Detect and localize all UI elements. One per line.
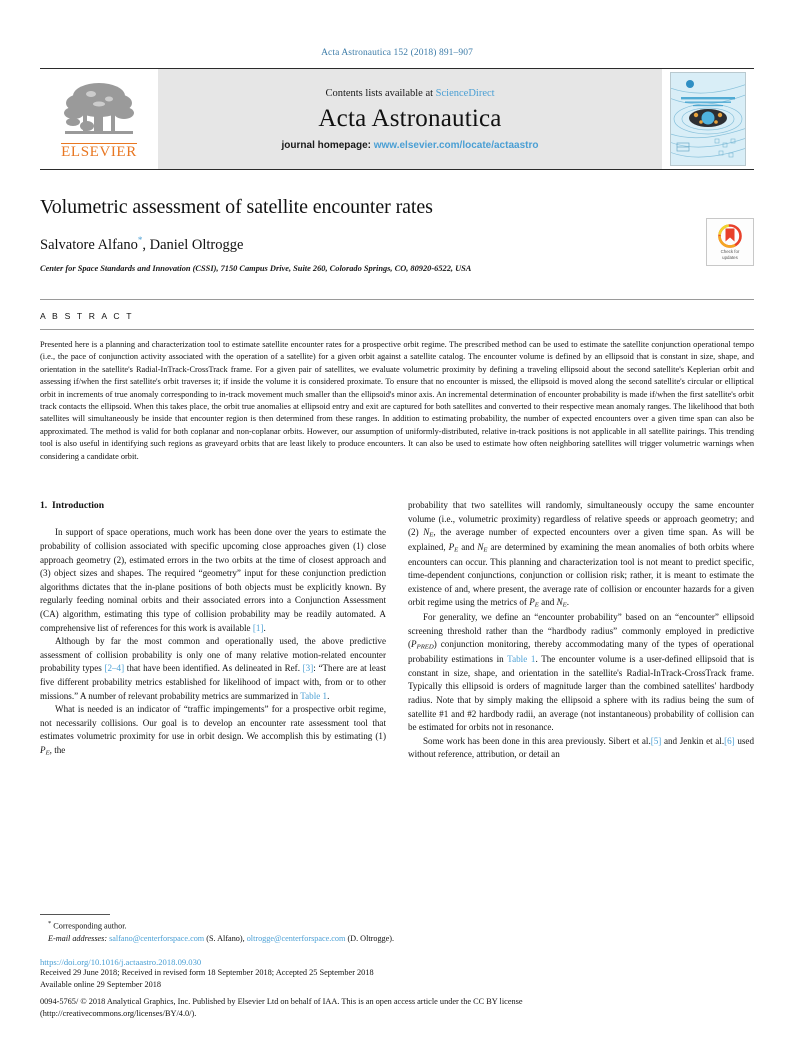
paragraph-text: . The encounter volume is a user-defined ellipsoid that is constant in size, shape, and orientation in the satellite's Radial-InTrack-CrossTrack frame. Typically this ellipsoid is orders of magnitude larger than the combined satellites' hardbody radius. Note that by simply making the ellipsoid a sphere with its radius being the sum of satellite #1 and #2 hardbody radii, an average (not instantaneous) probability of collision can be estimated for orbits not in resonance. — [408, 654, 754, 733]
paragraph-text: that have been identified. As delineated in Ref. — [124, 663, 303, 674]
copyright-text: 0094-5765/ © 2018 Analytical Graphics, Inc. Published by Elsevier Ltd on behalf of IAA. This is an open access article under the CC BY license — [40, 997, 523, 1007]
paragraph-text: and Jenkin et al. — [661, 735, 725, 746]
paragraph-text: Although by far the most common and operationally used, the above predictive assessment of collision probability is only one of many relative motion-related encounter probability types — [40, 636, 386, 674]
paragraph-text: In support of space operations, much work has been done over the years to estimate the probability of collision associated with specific upcoming close approaches given (1) close approach geometry (2), estimated errors in the two orbits at the time of closest approach and (3) object sizes and shapes. The required “geometry” input for these conjunction prediction algorithms dictates that the in-plane positions of both objects must be explicitly known. By regularly feeding nominal orbits and their associated errors into a Conjunction Assessment (CA) algorithm, estimating this type of collision probability may be readily automated. A comprehensive list of references for this work is available — [40, 527, 386, 633]
right-column — [408, 499, 754, 847]
paragraph-text: . — [263, 622, 266, 633]
body-columns — [40, 499, 754, 847]
paragraph-text: , the average number of expected encounters over a given time span. As will be explained, — [408, 527, 754, 552]
author-list — [40, 235, 754, 254]
paragraph-text: : “There are at least five different probability metrics established for likelihood of impact with, from or to other missions.” A number of relevant probability metrics are summarized in — [40, 663, 387, 701]
homepage-prefix: journal homepage: — [281, 139, 374, 151]
page-footer — [40, 914, 754, 1020]
abstract-heading: A B S T R A C T — [40, 310, 134, 321]
symbol-pe: $P_E$ — [40, 744, 50, 757]
email-link-alfano[interactable]: salfano@centerforspace.com — [109, 933, 205, 943]
crossmark-check-for-updates-badge[interactable] — [706, 218, 754, 266]
corresponding-author-marker[interactable]: * — [137, 235, 143, 245]
masthead-center — [158, 69, 662, 169]
table-ref[interactable]: Table 1 — [507, 654, 536, 665]
abstract-rule — [40, 329, 754, 330]
paragraph-text: , the — [49, 744, 66, 755]
paragraph — [408, 735, 754, 762]
paragraph-text: . — [566, 597, 570, 608]
paragraph-text: used without reference, attribution, or detail an — [408, 735, 754, 760]
journal-homepage-line — [282, 140, 539, 151]
citation-ref[interactable]: [1] — [252, 622, 264, 633]
paragraph — [408, 499, 754, 611]
paragraph-text: probability that two satellites will randomly, simultaneously occupy the same encounter volume (i.e., volumetric proximity) regardless of relative speeds or approach geometry; and (2) — [408, 500, 754, 538]
symbol-ne: $N_E$ — [477, 541, 488, 554]
email-link-oltrogge[interactable]: oltrogge@centerforspace.com — [246, 933, 346, 943]
journal-masthead — [40, 68, 754, 170]
author-first: Salvatore Alfano — [40, 236, 138, 253]
article-header — [40, 196, 754, 273]
abstract-body: Presented here is a planning and characterization tool to estimate satellite encounter rates for a prospective orbit regime. The prescribed method can be used to estimate the satellite conjunction operational tempo (i.e., the pace of conjunction activity associated with the operation of a satellite) for a given orbit against a satellite catalog. The encounter volume is defined by an ellipsoid that is constant in size, shape, and orientation in the satellite's Radial-InTrack-CrossTrack frame. For a given pair of satellites, we evaluate volumetric proximity by defining a traveling ellipsoid about the second satellite's Keplerian orbit and assessing if/when the first satellite's orbit traverses it; if inside the volume it is considered proximate. To ensure that no encounter is missed, the ellipsoid is moved along the second satellite's circular or elliptical orbit in increments of true anomaly corresponding to in-track movement much smaller than the ellipsoid's minor axis. An incremental determination of encounter probability is made if/when the first satellite's orbit track contacts the ellipsoid. When this takes place, the orbit true anomalies at ellipsoid entry and exit are captured for both satellites and converted to their respective mean anomaly ranges. The likelihood that both satellites will simultaneously be inside that encounter region is then determined from these ranges. In addition to estimating probability, the number of expected encounters over a given time span can also be approximated. The method is valid for both coplanar and non-coplanar orbits. However, our assumption of uniformly-distributed, relative in-track positions is not applicable in all satellite pairings. This trending tool is also useful in identifying such regions as graveyard orbits that are least likely to produce encounters. It can also be used to estimate how often neighboring satellites will trigger volumetric warnings when considering a candidate orbit. — [40, 339, 754, 461]
paragraph-text: . — [327, 690, 330, 701]
journal-title: Acta Astronautica — [318, 104, 502, 132]
author-rest: , Daniel Oltrogge — [142, 236, 244, 253]
citation-ref[interactable]: [6] — [724, 735, 735, 746]
section-heading-introduction — [40, 499, 386, 513]
crossmark-label — [721, 249, 740, 259]
license-url: (http://creativecommons.org/licenses/BY/4.0/). — [40, 1009, 197, 1019]
copyright-line — [40, 996, 754, 1020]
homepage-link[interactable]: www.elsevier.com/locate/actaastro — [373, 139, 539, 151]
paragraph — [40, 526, 386, 635]
citation-ref[interactable]: [3] — [302, 663, 314, 674]
citation-ref[interactable]: [5] — [650, 735, 662, 746]
section-title: Introduction — [52, 500, 105, 512]
sciencedirect-link[interactable]: ScienceDirect — [435, 87, 495, 99]
paragraph — [40, 635, 386, 703]
footnote-marker: * — [48, 920, 52, 928]
paragraph-text: For generality, we define an “encounter probability” based on an “encounter” ellipsoid screening threshold rather than the “hardbody radius” commonly employed in predictive ( — [408, 612, 754, 650]
received-dates: Received 29 June 2018; Received in revised form 18 September 2018; Accepted 25 September 2018 — [40, 967, 374, 977]
cover-artwork-icon — [671, 73, 745, 165]
table-ref[interactable]: Table 1 — [300, 690, 328, 701]
doi-link[interactable]: https://doi.org/10.1016/j.actaastro.2018.09.030 — [40, 956, 202, 967]
contents-line — [325, 88, 494, 99]
available-online-date: Available online 29 September 2018 — [40, 979, 162, 989]
page-title: Volumetric assessment of satellite encounter rates — [40, 196, 433, 218]
crossmark-label-line1: Check for — [720, 249, 740, 255]
paragraph-text: and — [538, 597, 557, 608]
running-head: Acta Astronautica 152 (2018) 891–907 — [321, 48, 473, 58]
email-addresses-note — [40, 933, 754, 945]
affiliation: Center for Space Standards and Innovation (CSSI), 7150 Campus Drive, Suite 260, Colorado Springs, CO, 80920-6522, USA — [40, 263, 472, 273]
email-label: E-mail addresses: — [48, 933, 108, 943]
symbol-ne: $N_E$ — [556, 597, 567, 610]
abstract-top-rule — [40, 299, 754, 300]
email-owner-oltrogge: (D. Oltrogge). — [347, 933, 395, 943]
contents-prefix: Contents lists available at — [325, 87, 436, 99]
crossmark-icon — [718, 224, 742, 248]
elsevier-tree-icon — [61, 80, 137, 142]
elsevier-logo — [40, 69, 158, 169]
paragraph-text: are determined by examining the mean anomalies of both orbits where encounters can occur. This planning and characterization tool is not meant to predict specific, time-dependent conjunctions, conjunction or collision risk; rather, it is meant to estimate the existence of and, where present, the average rate of collision or encounter hazards for a given orbit regime using the metrics of — [408, 541, 754, 608]
elsevier-wordmark: ELSEVIER — [61, 144, 137, 160]
paragraph-text: Some work has been done in this area previously. Sibert et al. — [423, 735, 651, 746]
symbol-pe: $P_E$ — [529, 597, 539, 610]
symbol-pe: $P_E$ — [448, 541, 459, 554]
paragraph — [408, 611, 754, 734]
journal-cover-thumbnail — [662, 69, 754, 169]
section-number: 1. — [40, 500, 48, 512]
crossmark-label-line2: updates — [722, 254, 738, 260]
citation-ref[interactable]: [2–4] — [104, 663, 125, 674]
paragraph — [40, 703, 386, 759]
paragraph-text: What is needed is an indicator of “traffic impingements” for a prospective orbit regime, not necessarily collisions. Our goal is to develop an encounter rate assessment tool that estimates volumetric proximity for use in orbit design. We accomplish this by estimating (1) — [40, 704, 386, 742]
symbol-ne: $N_E$ — [423, 527, 434, 539]
symbol-ppred: $P_{PRED}$ — [411, 639, 434, 652]
corresponding-author-text: Corresponding author. — [53, 922, 127, 932]
left-column — [40, 499, 386, 847]
corresponding-author-note — [40, 919, 754, 933]
cover-image — [670, 72, 746, 166]
email-owner-alfano: (S. Alfano), — [206, 933, 245, 943]
paragraph-text: ) conjunction monitoring, thereby accommodating many of the types of operational probability estimations in — [408, 639, 754, 665]
paragraph-text: and — [458, 541, 478, 552]
footnote-rule — [40, 914, 110, 915]
